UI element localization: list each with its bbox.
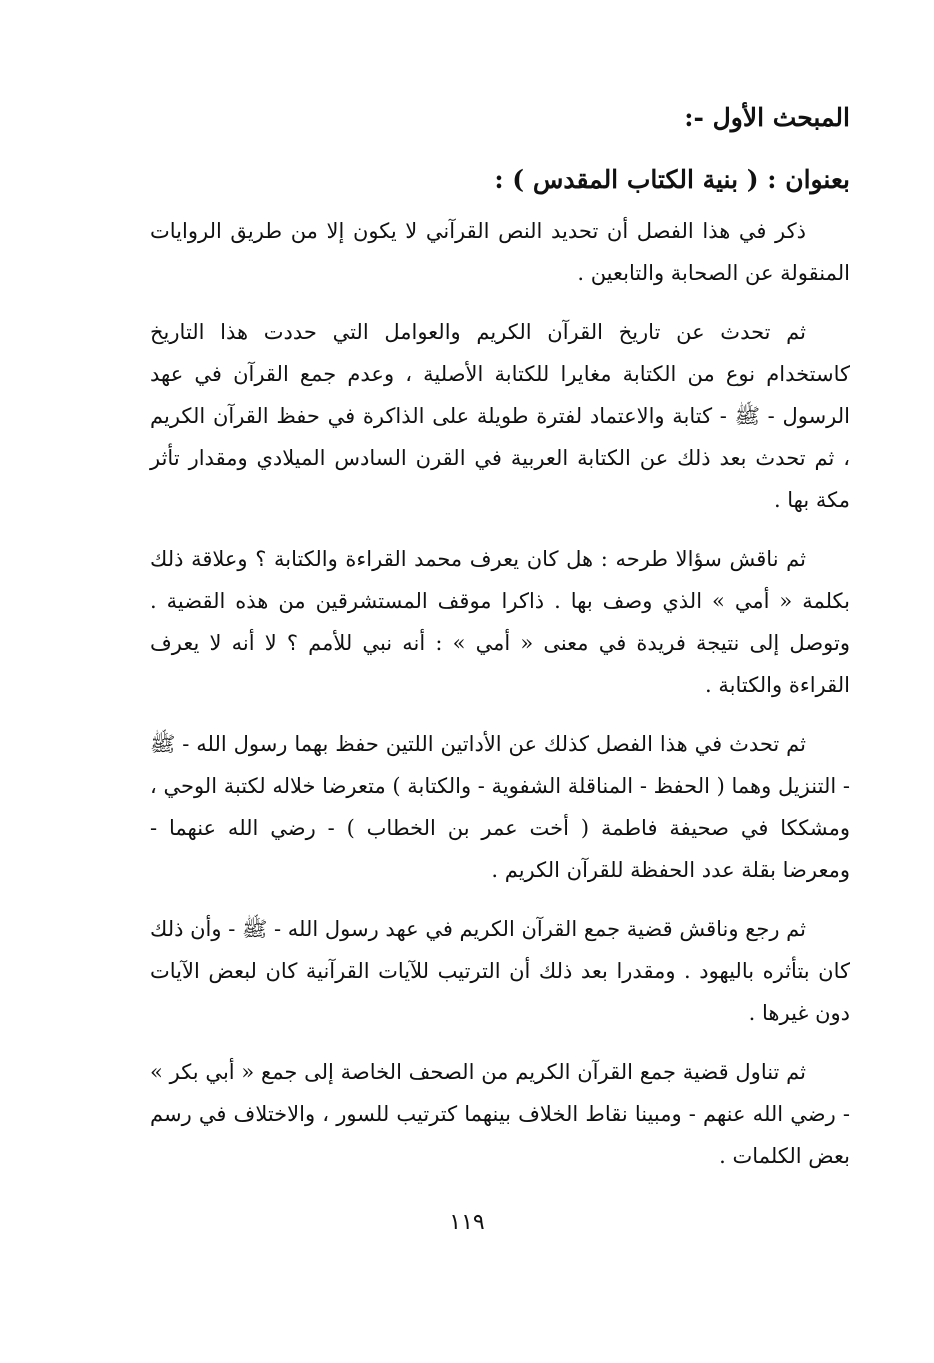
paragraph: ثم تناول قضية جمع القرآن الكريم من الصحف الخاصة إلى جمع « أبي بكر » - رضي الله عنهم - ومبينا نقاط الخلاف بينهما كترتيب للسور ، والاختلاف في رسم بعض الكلمات .: [150, 1060, 850, 1168]
title-heading: بعنوان : ( بنية الكتاب المقدس ) :: [494, 165, 850, 194]
paragraph: ذكر في هذا الفصل أن تحديد النص القرآني لا يكون إلا من طريق الروايات المنقولة عن الصحابة والتابعين .: [150, 219, 850, 285]
paragraph: ثم تحدث عن تاريخ القرآن الكريم والعوامل التي حددت هذا التاريخ كاستخدام نوع من الكتابة مغايرا للكتابة الأصلية ، وعدم جمع القرآن في عهد الرسول - ﷺ - كتابة والاعتماد لفترة طويلة على الذاكرة في حفظ القرآن الكريم ، ثم تحدث بعد ذلك عن الكتابة العربية في القرن السادس الميلادي ومقدار تأثر مكة بها .: [150, 320, 850, 512]
paragraph: ثم ناقش سؤالا طرحه : هل كان يعرف محمد القراءة والكتابة ؟ وعلاقة ذلك بكلمة « أمي » الذي وصف بها . ذاكرا موقف المستشرقين من هذه القضية . وتوصل إلى نتيجة فريدة في معنى « أمي » : أنه نبي للأمم ؟ لا أنه لا يعرف القراءة والكتابة .: [150, 547, 850, 697]
body-text: [150, 210, 850, 1194]
paragraph: ثم رجع وناقش قضية جمع القرآن الكريم في عهد رسول الله - ﷺ - وأن ذلك كان بتأثره باليهود . ومقدرا بعد ذلك أن الترتيب للآيات القرآنية كان لبعض الآيات دون غيرها .: [150, 917, 850, 1025]
section-heading: المبحث الأول -:: [684, 103, 850, 132]
paragraph: ثم تحدث في هذا الفصل كذلك عن الأداتين اللتين حفظ بهما رسول الله - ﷺ - التنزيل وهما ( الحفظ - المناقلة الشفوية - والكتابة ) متعرضا خلاله لكتبة الوحي ، ومشككا في صحيفة فاطمة ( أخت عمر بن الخطاب ) - رضي الله عنهما - ومعرضا بقلة عدد الحفظة للقرآن الكريم .: [150, 732, 850, 882]
page-number: ١١٩: [449, 1210, 485, 1235]
